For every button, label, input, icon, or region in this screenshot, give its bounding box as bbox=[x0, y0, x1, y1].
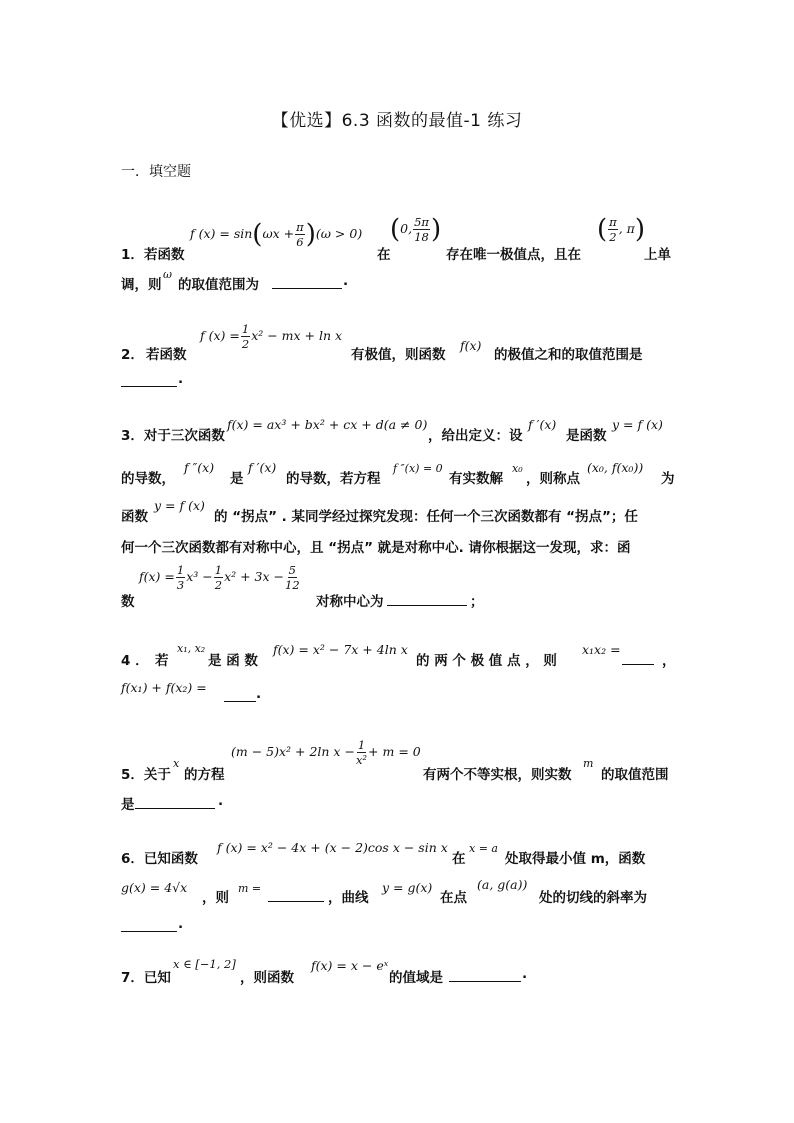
q3-line2k: 为 bbox=[661, 471, 675, 487]
q2-pre: 若函数 bbox=[146, 347, 187, 363]
q6-m: m = bbox=[238, 882, 262, 895]
q6-f: 在点 bbox=[440, 890, 467, 906]
q6-a: 6．已知函数 bbox=[121, 851, 198, 867]
q6-curve: y = g(x) bbox=[382, 880, 433, 895]
q1-interval1: (0, $\frac{5\pi}{18}$ ) bbox=[390, 214, 442, 245]
q5-x: x bbox=[173, 757, 180, 770]
q3-fprime: f ′(x) bbox=[528, 417, 557, 432]
page-title: 【优选】6.3 函数的最值-1 练习 bbox=[271, 111, 523, 131]
q6-i: . bbox=[178, 916, 184, 932]
q1-omega: ω bbox=[163, 268, 172, 281]
q3-line5a: 数 bbox=[121, 594, 135, 610]
q1-mid1: 在 bbox=[377, 247, 391, 263]
q4-product: x₁x₂ = bbox=[582, 642, 621, 657]
q6-b: 在 bbox=[452, 851, 466, 867]
q3-line2e: ，则称点 bbox=[526, 471, 580, 487]
q3-line2d: 有实数解 bbox=[449, 471, 503, 487]
q5-a: 5．关于 bbox=[121, 767, 171, 783]
q3-equation: f ″(x) = 0 bbox=[393, 462, 443, 475]
q1-end2: . bbox=[343, 273, 349, 289]
q3-x0: x₀ bbox=[512, 462, 523, 475]
q3-line5b: 对称中心为 bbox=[316, 594, 384, 610]
q6-function: f (x) = x² − 4x + (x − 2)cos x − sin x bbox=[217, 840, 448, 855]
q4-number: 4 ． bbox=[121, 653, 149, 669]
q1-pre: 若函数 bbox=[144, 247, 185, 263]
q5-c: 有两个不等实根，则实数 bbox=[423, 767, 572, 783]
q7-domain: x ∈ [−1, 2] bbox=[173, 957, 236, 971]
q4-b: 是 函 数 bbox=[208, 653, 258, 669]
q1-end1: 上单 bbox=[644, 247, 671, 263]
q4-vars: x₁, x₂ bbox=[177, 642, 206, 655]
q7-answer-blank[interactable] bbox=[449, 967, 521, 982]
q1-answer-blank[interactable] bbox=[272, 274, 342, 289]
q5-m: m bbox=[583, 757, 594, 770]
q3-line2c: 的导数，若方程 bbox=[286, 471, 381, 487]
q1-interval2: ( $\frac{\pi}{2}$ , π) bbox=[597, 214, 646, 245]
q3-y-fx: y = f (x) bbox=[612, 417, 663, 432]
q4-sum: f(x₁) + f(x₂) = bbox=[121, 680, 207, 695]
q3-line1b: ，给出定义：设 bbox=[428, 428, 523, 444]
q6-point: (a, g(a)) bbox=[477, 877, 528, 892]
q1-line2b: 的取值范围为 bbox=[178, 277, 259, 293]
q4-e: . bbox=[256, 686, 262, 702]
q5-answer-blank[interactable] bbox=[135, 794, 215, 809]
q4-a: 若 bbox=[155, 653, 169, 669]
q1-function: f (x) = sin(ωx + $\frac{\pi}{6}$ )(ω > 0) bbox=[190, 219, 363, 250]
q3-answer-blank[interactable] bbox=[387, 591, 467, 606]
q7-b: ，则函数 bbox=[240, 970, 294, 986]
q3-fdoubleprime: f ″(x) bbox=[184, 460, 215, 475]
q3-example-function: f(x) = $\frac{1}{3}$ x³ − $\frac{1}{2}$ x² + 3x − $\frac{5}{12}$ bbox=[139, 563, 300, 592]
q6-c: 处取得最小值 m，函数 bbox=[505, 851, 646, 867]
q4-d: ， bbox=[662, 653, 676, 669]
q6-m-blank[interactable] bbox=[268, 887, 324, 902]
q3-cubic-function: f(x) = ax³ + bx² + cx + d(a ≠ 0) bbox=[227, 417, 428, 432]
q6-e: ，曲线 bbox=[328, 890, 369, 906]
q6-g-function: g(x) = 4√x bbox=[121, 880, 188, 895]
q3-line1c: 是函数 bbox=[566, 428, 607, 444]
q3-line3b: 的 “拐点” . 某同学经过探究发现：任何一个三次函数都有 “拐点”；任 bbox=[214, 509, 638, 525]
q7-c: 的值域是 bbox=[389, 970, 443, 986]
q3-line2a: 的导数， bbox=[121, 471, 175, 487]
q6-d: ，则 bbox=[202, 890, 229, 906]
q1-line2a: 调，则 bbox=[121, 277, 162, 293]
q2-answer-blank[interactable] bbox=[121, 372, 177, 387]
q4-product-blank[interactable] bbox=[622, 650, 654, 665]
q3-fprime-2: f ′(x) bbox=[248, 460, 277, 475]
q2-end: 的极值之和的取值范围是 bbox=[494, 347, 643, 363]
q2-fx: f(x) bbox=[460, 338, 482, 353]
q3-y-fx-2: y = f (x) bbox=[154, 498, 205, 513]
q2-number: 2． bbox=[121, 347, 144, 363]
q5-f: . bbox=[218, 793, 224, 809]
q7-function: f(x) = x − eˣ bbox=[311, 958, 389, 973]
q7-a: 7．已知 bbox=[121, 970, 171, 986]
q4-c: 的 两 个 极 值 点 ， 则 bbox=[416, 653, 557, 669]
q5-e: 是 bbox=[121, 797, 135, 813]
q5-equation: (m − 5)x² + 2ln x − $\frac{1}{\text{x²}}$ + m = 0 bbox=[231, 738, 421, 767]
q4-sum-blank[interactable] bbox=[224, 687, 256, 702]
q5-d: 的取值范围 bbox=[601, 767, 669, 783]
q3-line2b: 是 bbox=[230, 471, 244, 487]
section-heading: 一．填空题 bbox=[121, 164, 191, 180]
q2-mid: 有极值，则函数 bbox=[351, 347, 446, 363]
q4-function: f(x) = x² − 7x + 4ln x bbox=[273, 642, 408, 657]
q3-line1a: 3．对于三次函数 bbox=[121, 428, 225, 444]
q3-line5c: ； bbox=[470, 594, 484, 610]
q3-point: (x₀, f(x₀)) bbox=[587, 460, 644, 475]
q6-h: 处的切线的斜率为 bbox=[539, 890, 647, 906]
q1-mid2: 存在唯一极值点，且在 bbox=[446, 247, 581, 263]
q7-d: . bbox=[522, 966, 528, 982]
q3-line4: 何一个三次函数都有对称中心，且 “拐点” 就是对称中心. 请你根据这一发现，求：函 bbox=[121, 540, 631, 556]
q1-number: 1． bbox=[121, 247, 144, 263]
q3-line3a: 函数 bbox=[121, 509, 148, 525]
q6-slope-blank[interactable] bbox=[121, 917, 177, 932]
q2-dot: . bbox=[178, 371, 184, 387]
q5-b: 的方程 bbox=[184, 767, 225, 783]
q2-function: f (x) = $\frac{1}{2}$ x² − mx + ln x bbox=[200, 322, 343, 351]
q6-xa: x = a bbox=[469, 842, 498, 855]
